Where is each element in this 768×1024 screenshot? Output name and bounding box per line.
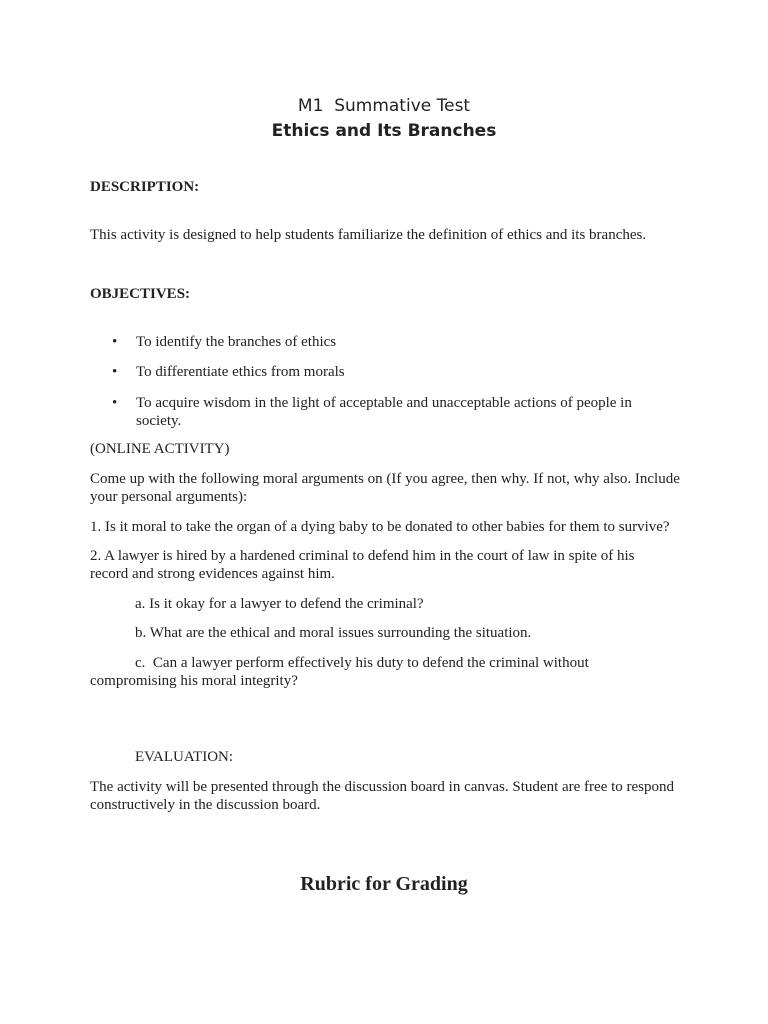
evaluation-heading: EVALUATION: xyxy=(135,749,234,765)
bullet-icon: • xyxy=(112,364,118,380)
bullet-icon: • xyxy=(112,395,118,411)
bullet-icon: • xyxy=(112,334,118,350)
instructions-text: Come up with the following moral arguments on (If you agree, then why. If not, why also. Include your personal arguments): xyxy=(90,471,680,505)
question-2b: b. What are the ethical and moral issues surrounding the situation. xyxy=(135,625,532,641)
question-2c-line1: c. Can a lawyer perform effectively his duty to defend the criminal without xyxy=(135,655,589,671)
description-heading: DESCRIPTION: xyxy=(90,179,200,195)
document-title-line1: M1 Summative Test xyxy=(297,96,471,116)
objective-text: To identify the branches of ethics xyxy=(136,334,337,350)
document-title-line2: Ethics and Its Branches xyxy=(271,121,497,141)
rubric-heading: Rubric for Grading xyxy=(300,873,468,895)
evaluation-text: The activity will be presented through the discussion board in canvas. Student are free to respond constructively in the discussion board. xyxy=(90,779,675,813)
objective-text: To acquire wisdom in the light of acceptable and unacceptable actions of people in society. xyxy=(136,395,632,429)
question-1: 1. Is it moral to take the organ of a dying baby to be donated to other babies for them to survive? xyxy=(90,519,670,535)
question-2c-line2: compromising his moral integrity? xyxy=(90,673,298,689)
question-2a: a. Is it okay for a lawyer to defend the criminal? xyxy=(135,596,424,612)
online-activity-label: (ONLINE ACTIVITY) xyxy=(90,441,230,457)
objectives-heading: OBJECTIVES: xyxy=(90,286,191,302)
objective-text: To differentiate ethics from morals xyxy=(136,364,345,380)
description-text: This activity is designed to help students familiarize the definition of ethics and its branches. xyxy=(90,227,647,243)
question-2: 2. A lawyer is hired by a hardened criminal to defend him in the court of law in spite of his record and strong evidences against him. xyxy=(90,548,635,582)
